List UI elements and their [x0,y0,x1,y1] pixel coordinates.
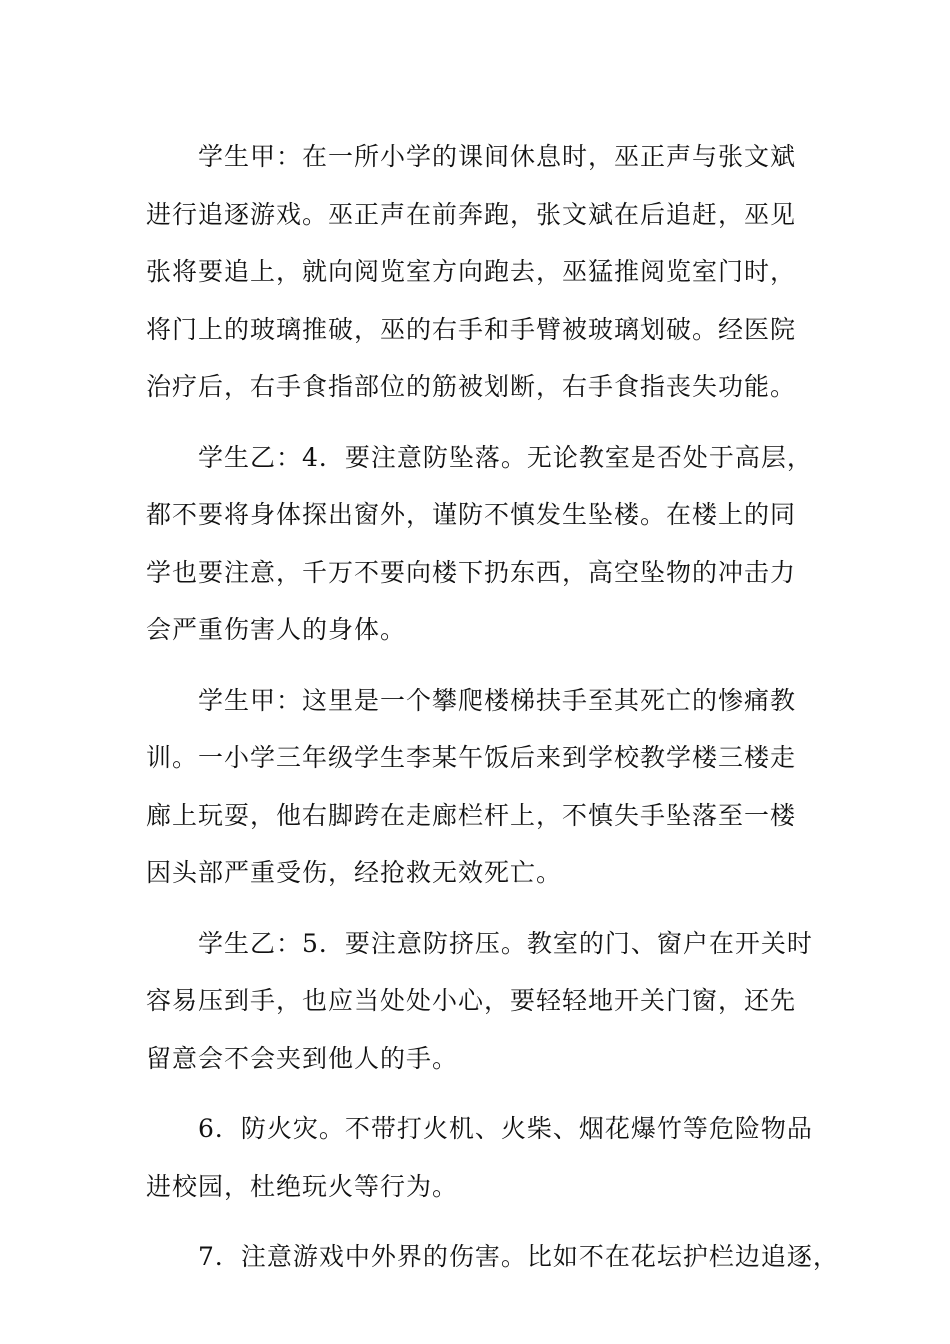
text-line: 训。一小学三年级学生李某午饭后来到学校教学楼三楼走 [146,743,797,772]
text-line: 廊上玩耍，他右脚跨在走廊栏杆上，不慎失手坠落至一楼 [146,800,797,830]
text-line: 留意会不会夹到他人的手。 [146,1043,459,1073]
text-line: 学生甲：这里是一个攀爬楼梯扶手至其死亡的惨痛教 [198,685,797,715]
text-line: 会严重伤害人的身体。 [146,615,407,644]
text-line: 治疗后，右手食指部位的筋被划断，右手食指丧失功能。 [146,372,797,401]
text-line: 容易压到手，也应当处处小心，要轻轻地开关门窗，还先 [146,986,797,1015]
text-line: 6．防火灾。不带打火机、火柴、烟花爆竹等危险物品 [198,1114,813,1143]
text-line: 张将要追上，就向阅览室方向跑去，巫猛推阅览室门时， [146,257,797,286]
text-line: 学生甲：在一所小学的课间休息时，巫正声与张文斌 [198,142,797,171]
text-line: 将门上的玻璃推破，巫的右手和手臂被玻璃划破。经医院 [146,314,797,344]
document-body [146,128,839,1299]
text-line: 7．注意游戏中外界的伤害。比如不在花坛护栏边追逐， [198,1242,839,1271]
text-line: 学生乙：5．要注意防挤压。教室的门、窗户在开关时 [198,928,813,958]
text-line: 进行追逐游戏。巫正声在前奔跑，张文斌在后追赶，巫见 [146,199,797,229]
paragraph-6 [146,1228,839,1286]
text-line: 学也要注意，千万不要向楼下扔东西，高空坠物的冲击力 [146,557,797,587]
text-line: 因头部严重受伤，经抢救无效死亡。 [146,858,563,887]
text-line: 都不要将身体探出窗外，谨防不慎发生坠楼。在楼上的同 [146,500,797,529]
paragraph-3 [146,672,806,902]
paragraph-4 [146,915,813,1088]
paragraph-2 [146,429,813,659]
paragraph-5 [146,1100,813,1215]
paragraph-1 [146,128,806,416]
text-line: 进校园，杜绝玩火等行为。 [146,1171,459,1201]
text-line: 学生乙：4．要注意防坠落。无论教室是否处于高层， [198,442,813,472]
